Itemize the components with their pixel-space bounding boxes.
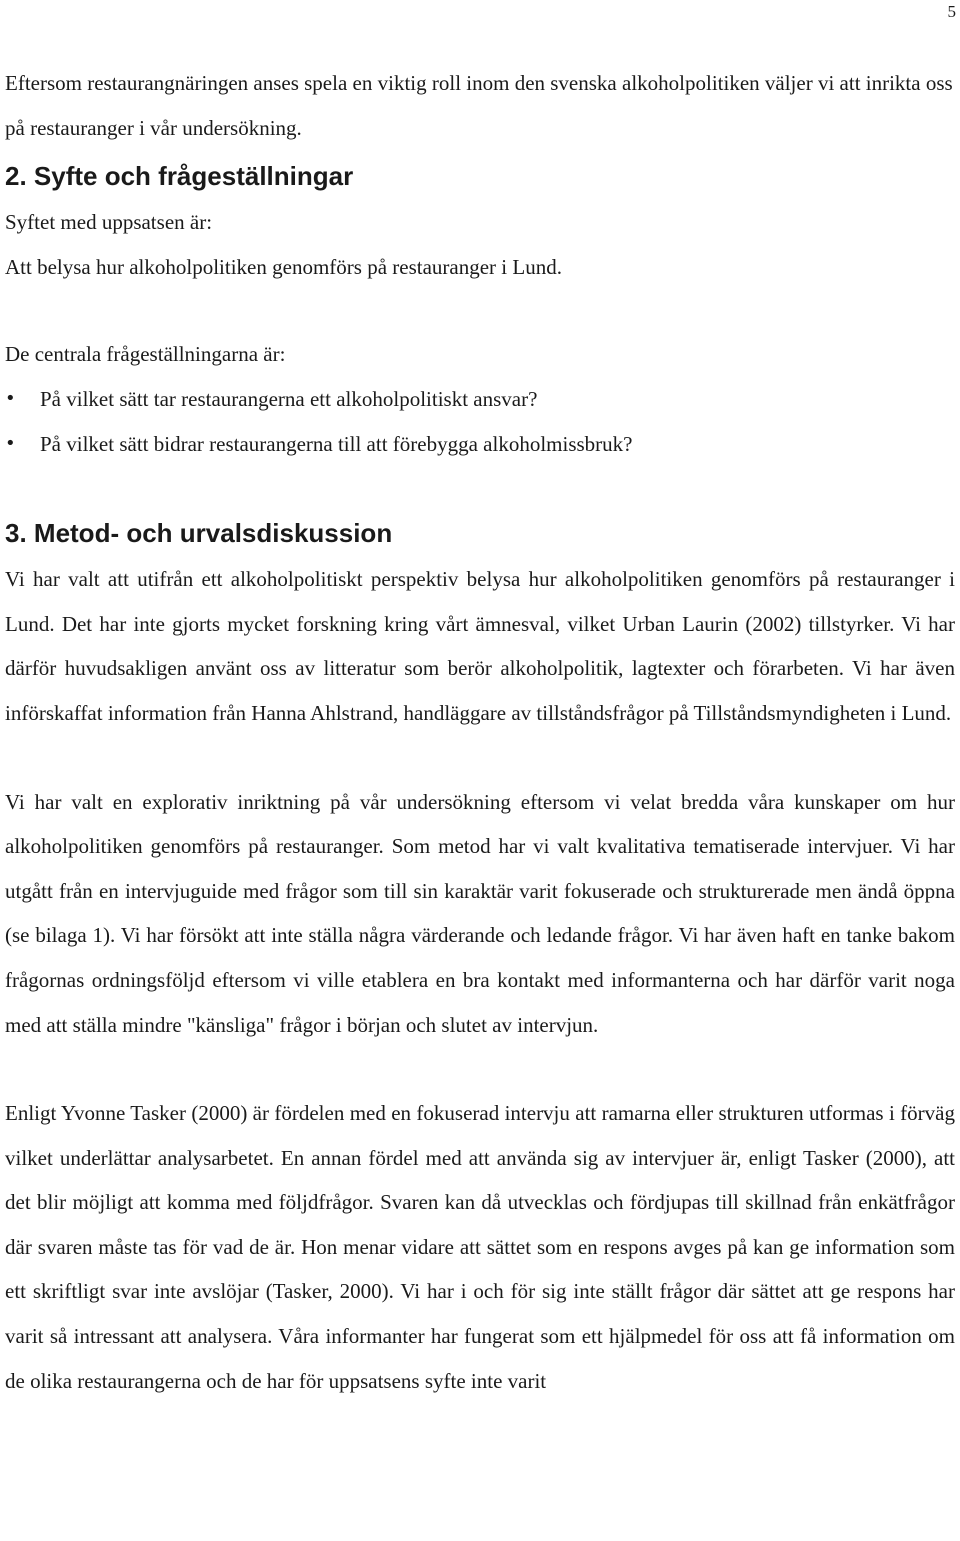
section-heading-metod: 3. Metod- och urvalsdiskussion bbox=[5, 518, 393, 549]
questions-list bbox=[5, 377, 955, 466]
section-heading-syfte: 2. Syfte och frågeställningar bbox=[5, 161, 354, 192]
questions-label: De centrala frågeställningarna är: bbox=[5, 342, 286, 367]
list-item bbox=[5, 377, 955, 422]
purpose-label: Syftet med uppsatsen är: bbox=[5, 210, 213, 235]
intro-paragraph: Eftersom restaurangnäringen anses spela en viktig roll inom den svenska alkoholpolitiken väljer vi att inrikta oss på restauranger i vår undersökning. bbox=[5, 71, 953, 140]
spacer bbox=[5, 466, 955, 509]
spacer bbox=[5, 736, 955, 780]
spacer bbox=[5, 289, 955, 332]
method-paragraph: Vi har valt att utifrån ett alkoholpolitiskt perspektiv belysa hur alkoholpolitiken genomförs på restauranger i Lund. Det har inte gjorts mycket forskning kring vårt ämnesval, vilket Urban Laurin (2002) tillstyrker. Vi har därför huvudsakligen använt oss av litteratur som berör alkoholpolitik, lagtexter och förarbeten. Vi har även införskaffat information från Hanna Ahlstrand, handläggare av tillståndsfrågor på Tillståndsmyndigheten i Lund. bbox=[5, 567, 955, 725]
bullet-icon: • bbox=[5, 432, 16, 454]
purpose-statement: Att belysa hur alkoholpolitiken genomförs på restauranger i Lund. bbox=[5, 254, 562, 279]
question-text: På vilket sätt bidrar restaurangerna till att förebygga alkoholmissbruk? bbox=[40, 431, 633, 456]
document-body bbox=[5, 61, 955, 1403]
question-text: På vilket sätt tar restaurangerna ett alkoholpolitiskt ansvar? bbox=[40, 386, 538, 411]
bullet-icon: • bbox=[5, 387, 16, 409]
list-item bbox=[5, 422, 955, 467]
spacer bbox=[5, 1047, 955, 1091]
method-paragraph: Vi har valt en explorativ inriktning på vår undersökning eftersom vi velat bredda våra kunskaper om hur alkoholpolitiken genomförs på restauranger. Som metod har vi valt kvalitativa tematiserade intervjuer. Vi har utgått från en intervjuguide med frågor som till sin karaktär varit fokuserade och strukturerade men ändå öppna (se bilaga 1). Vi har försökt att inte ställa några värderande och ledande frågor. Vi har även haft en tanke bakom frågornas ordningsföljd eftersom vi ville etablera en bra kontakt med informanterna och har därför varit noga med att ställa mindre "känsliga" frågor i början och slutet av intervjun. bbox=[5, 789, 955, 1037]
method-paragraph: Enligt Yvonne Tasker (2000) är fördelen med en fokuserad intervju att ramarna eller strukturen utformas i förväg vilket underlättar analysarbetet. En annan fördel med att använda sig av intervjuer är, enligt Tasker (2000), att det blir möjligt att komma med följdfrågor. Svaren kan då utvecklas och fördjupas till skillnad från enkätfrågor där svaren måste tas för vad de är. Hon menar vidare att sättet som en respons avges på kan ge information som ett skriftligt svar inte avslöjar (Tasker, 2000). Vi har i och för sig inte ställt frågor där sättet att ge respons har varit så intressant att analysera. Våra informanter har fungerat som ett hjälpmedel för oss att få information om de olika restaurangerna och de har för uppsatsens syfte inte varit bbox=[5, 1101, 955, 1393]
page-number: 5 bbox=[947, 2, 956, 21]
